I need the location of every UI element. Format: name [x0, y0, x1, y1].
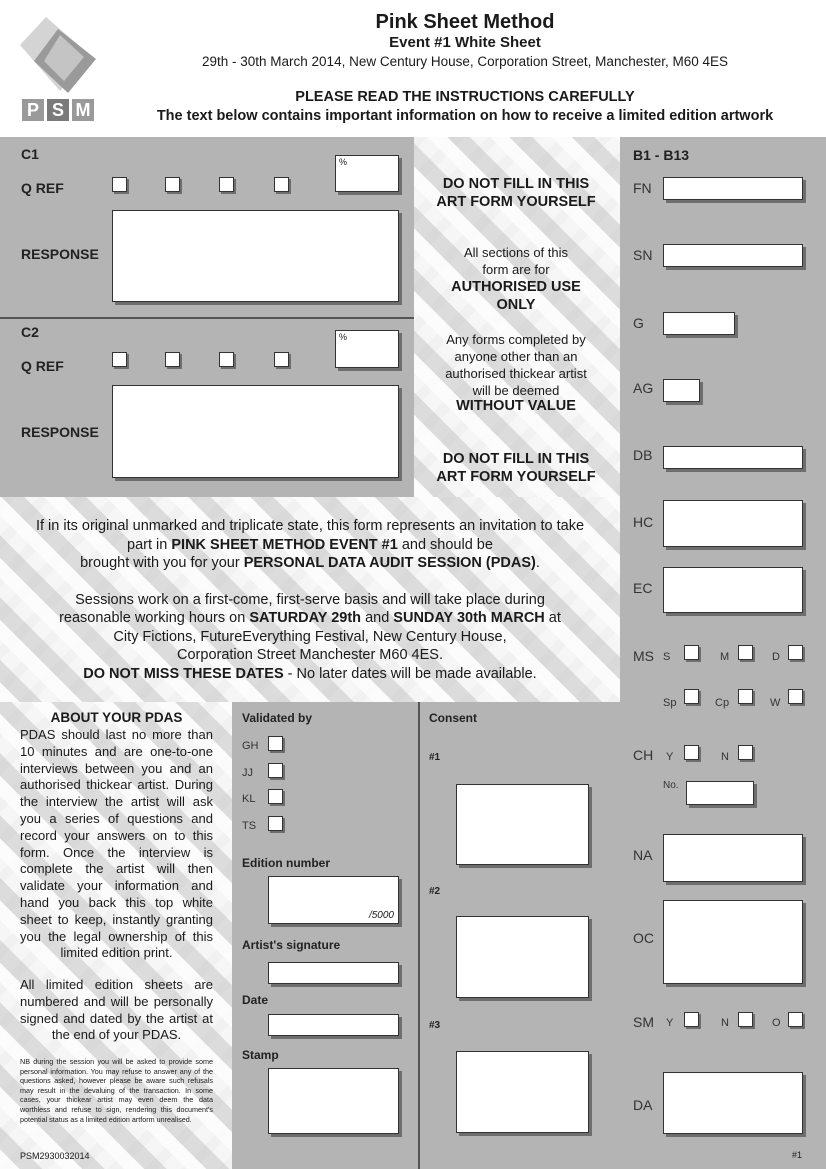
b-section-title: B1 - B13 — [633, 147, 690, 163]
invitation-line-2: part in PINK SHEET METHOD EVENT #1 and should be — [127, 536, 493, 553]
about-nb: NB during the session you will be asked to provide some personal information. You may refuse to answer any of the questions asked, however please be aware such refusals may result in the devaluing of the transaction. In some cases, your thickear artist may even deem the data worthless and refuse to sign, rendering this document's potential status as a limited edition artform unrealised. — [20, 1057, 213, 1124]
ms-s-checkbox[interactable] — [684, 645, 699, 660]
stamp-label: Stamp — [242, 1048, 279, 1062]
about-body: PDAS should last no more than 10 minutes and are one-to-one interviews between you and an authorised thickear artist. During the interview the artist will ask you a series of questions and record your answers on to this form. Once the interview is complete the artist will then validate your information and hand you back this top white sheet to keep, instantly granting you the legal ownership of this limited edition print. — [20, 727, 213, 961]
fn-field[interactable] — [663, 177, 803, 200]
invitation-line-8: DO NOT MISS THESE DATES - No later dates will be made available. — [83, 665, 537, 682]
sm-label: SM — [633, 1014, 654, 1030]
validated-by-label: Validated by — [242, 711, 313, 725]
validator-gh-label: GH — [242, 740, 259, 752]
ch-n-checkbox[interactable] — [738, 745, 753, 760]
page-subtitle: Event #1 White Sheet — [389, 34, 541, 51]
c2-response-field[interactable] — [112, 385, 399, 478]
c1-percent-sign: % — [339, 157, 348, 167]
oc-label: OC — [633, 930, 654, 946]
logo-diamond-icon — [20, 15, 100, 95]
artist-signature-label: Artist's signature — [242, 938, 341, 952]
c1-response-label: RESPONSE — [21, 246, 99, 262]
ec-field[interactable] — [663, 567, 803, 613]
c2-percent-sign: % — [339, 332, 348, 342]
c2-response-label: RESPONSE — [21, 424, 99, 440]
ag-label: AG — [633, 380, 654, 396]
sm-o-label: O — [772, 1017, 781, 1029]
sm-y-label: Y — [666, 1017, 674, 1029]
instructions-subheading: The text below contains important information on how to receive a limited edition artwork — [156, 108, 774, 124]
warning-bottom: DO NOT FILL IN THIS ART FORM YOURSELF — [436, 451, 596, 485]
c2-qref-checkbox-2[interactable] — [165, 352, 180, 367]
consent-2-field[interactable] — [456, 916, 589, 998]
ms-w-label: W — [770, 697, 781, 709]
c2-title: C2 — [21, 324, 39, 340]
edition-number-field[interactable] — [268, 876, 399, 924]
c1-qref-checkbox-2[interactable] — [165, 177, 180, 192]
ms-d-label: D — [772, 651, 780, 663]
hc-field[interactable] — [663, 500, 803, 547]
db-field[interactable] — [663, 446, 803, 469]
ch-number-field[interactable] — [686, 781, 754, 805]
ch-no-label: No. — [663, 780, 679, 791]
venue-line: 29th - 30th March 2014, New Century House, Corporation Street, Manchester, M60 4ES — [201, 54, 729, 69]
sn-label: SN — [633, 247, 653, 263]
c2-qref-checkbox-4[interactable] — [274, 352, 289, 367]
about-title: ABOUT YOUR PDAS — [50, 710, 183, 725]
da-label: DA — [633, 1097, 653, 1113]
na-label: NA — [633, 847, 653, 863]
stamp-field[interactable] — [268, 1068, 399, 1134]
c1-title: C1 — [21, 146, 39, 162]
invitation-text — [5, 517, 615, 683]
c1-qref-checkbox-1[interactable] — [112, 177, 127, 192]
instructions-heading: PLEASE READ THE INSTRUCTIONS CAREFULLY — [295, 89, 635, 105]
logo-letter-p: P — [22, 99, 44, 121]
ch-y-label: Y — [666, 751, 674, 763]
validator-jj-label: JJ — [242, 767, 253, 779]
validator-ts-checkbox[interactable] — [268, 816, 283, 831]
consent-3-label: #3 — [429, 1020, 441, 1031]
db-label: DB — [633, 447, 653, 463]
warning-value-text: Any forms completed by anyone other than an authorised thickear artist will be deemed — [445, 332, 587, 398]
sn-field[interactable] — [663, 244, 803, 267]
page-title: Pink Sheet Method — [375, 11, 555, 33]
ms-cp-checkbox[interactable] — [738, 689, 753, 704]
ms-label: MS — [633, 648, 654, 664]
edition-number-label: Edition number — [242, 856, 330, 870]
c1-qref-checkbox-3[interactable] — [219, 177, 234, 192]
consent-1-label: #1 — [429, 752, 441, 763]
invitation-line-1: If in its original unmarked and triplicate state, this form represents an invitation to take — [35, 518, 585, 534]
date-label: Date — [242, 993, 269, 1007]
logo-letter-m: M — [72, 99, 94, 121]
validator-kl-checkbox[interactable] — [268, 789, 283, 804]
sm-n-label: N — [721, 1017, 729, 1029]
ms-w-checkbox[interactable] — [788, 689, 803, 704]
ag-field[interactable] — [663, 379, 700, 402]
c1-response-field[interactable] — [112, 210, 399, 302]
sm-o-checkbox[interactable] — [788, 1012, 803, 1027]
ec-label: EC — [633, 580, 653, 596]
sm-y-checkbox[interactable] — [684, 1012, 699, 1027]
g-field[interactable] — [663, 312, 735, 335]
page-number: #1 — [792, 1150, 803, 1160]
warning-authorised-bold: AUTHORISED USE ONLY — [451, 279, 581, 313]
ms-cp-label: Cp — [715, 697, 730, 709]
fn-label: FN — [633, 180, 652, 196]
validator-ts-label: TS — [242, 820, 257, 832]
sm-n-checkbox[interactable] — [738, 1012, 753, 1027]
consent-3-field[interactable] — [456, 1051, 589, 1133]
invitation-line-7: Corporation Street Manchester M60 4ES. — [177, 647, 443, 663]
validator-jj-checkbox[interactable] — [268, 763, 283, 778]
c1-qref-label: Q REF — [21, 180, 64, 196]
about-body-2: All limited edition sheets are numbered and will be personally signed and dated by the artist at the end of your PDAS. — [20, 977, 213, 1043]
consent-2-label: #2 — [429, 886, 441, 897]
ms-m-label: M — [720, 651, 730, 663]
date-field[interactable] — [268, 1014, 399, 1036]
c2-percent-field[interactable] — [335, 330, 399, 368]
ms-m-checkbox[interactable] — [738, 645, 753, 660]
hc-label: HC — [633, 514, 654, 530]
consent-1-field[interactable] — [456, 784, 589, 865]
g-label: G — [633, 315, 644, 331]
warning-top: DO NOT FILL IN THIS ART FORM YOURSELF — [436, 176, 596, 210]
c2-qref-label: Q REF — [21, 358, 64, 374]
invitation-line-5: reasonable working hours on SATURDAY 29th and SUNDAY 30th MARCH at — [59, 610, 561, 626]
warning-authorised-text: All sections of this form are for — [463, 245, 569, 277]
c1-qref-checkbox-4[interactable] — [274, 177, 289, 192]
ch-label: CH — [633, 747, 654, 763]
document-reference: PSM2930032014 — [20, 1151, 90, 1161]
invitation-line-3: brought with you for your PERSONAL DATA AUDIT SESSION (PDAS). — [80, 555, 540, 571]
da-field[interactable] — [663, 1072, 803, 1134]
psm-logo — [20, 15, 100, 123]
c2-qref-checkbox-3[interactable] — [219, 352, 234, 367]
ms-s-label: S — [663, 651, 671, 663]
ms-sp-checkbox[interactable] — [684, 689, 699, 704]
ms-sp-label: Sp — [663, 697, 677, 709]
logo-letter-s: S — [47, 99, 69, 121]
c2-qref-checkbox-1[interactable] — [112, 352, 127, 367]
warning-value-bold: WITHOUT VALUE — [456, 398, 576, 414]
ch-n-label: N — [721, 751, 729, 763]
ms-d-checkbox[interactable] — [788, 645, 803, 660]
oc-field[interactable] — [663, 900, 803, 984]
invitation-line-4: Sessions work on a first-come, first-serve basis and will take place during — [75, 591, 545, 608]
validator-kl-label: KL — [242, 793, 256, 805]
c1-percent-field[interactable] — [335, 155, 399, 192]
validator-gh-checkbox[interactable] — [268, 736, 283, 751]
artist-signature-field[interactable] — [268, 962, 399, 984]
ch-y-checkbox[interactable] — [684, 745, 699, 760]
edition-suffix: /5000 — [368, 910, 394, 921]
na-field[interactable] — [663, 834, 803, 882]
consent-title: Consent — [429, 711, 477, 725]
invitation-line-6: City Fictions, FutureEverything Festival, New Century House, — [113, 628, 507, 645]
